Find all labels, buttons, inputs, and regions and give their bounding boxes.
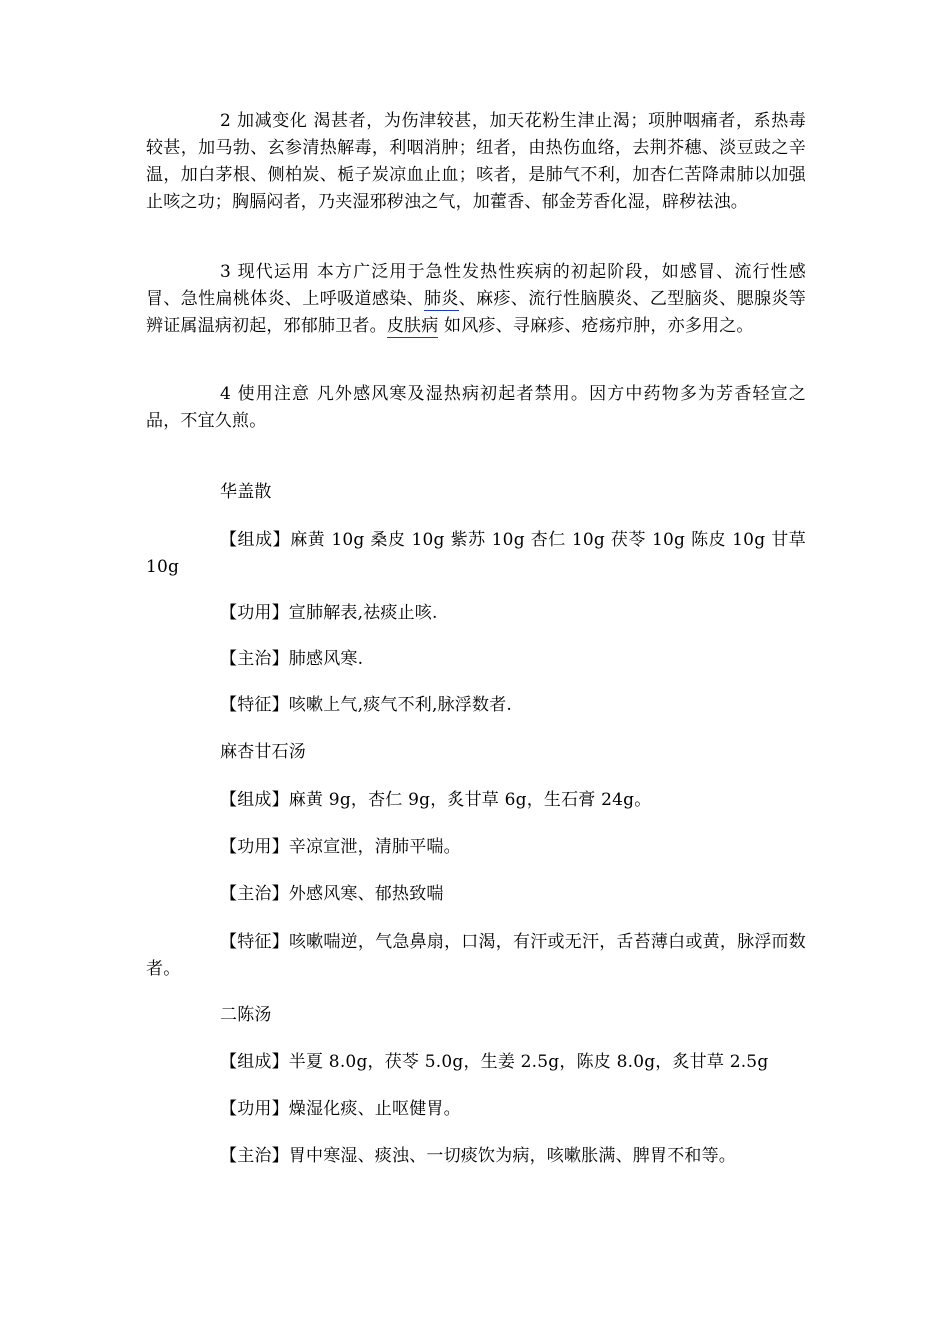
- maxing-composition: 【组成】麻黄 9g，杏仁 9g，炙甘草 6g，生石膏 24g。: [220, 790, 652, 810]
- section-3-text-a: 3 现代运用 本方广泛用于急性发热性疾病的初起阶段，如感冒、流行性感冒、急性扁桃体炎、上呼吸道感染、: [146, 262, 806, 309]
- huagaisan-title: 华盖散: [220, 482, 272, 502]
- huagaisan-indication: 【主治】肺感风寒.: [220, 649, 364, 669]
- section-4-paragraph: 4 使用注意 凡外感风寒及湿热病初起者禁用。因方中药物多为芳香轻宣之品，不宜久煎。: [146, 384, 806, 431]
- erchen-indication: 【主治】胃中寒湿、痰浊、一切痰饮为病，咳嗽胀满、脾胃不和等。: [220, 1146, 736, 1166]
- huagaisan-function: 【功用】宣肺解表,祛痰止咳.: [220, 603, 438, 623]
- erchen-function: 【功用】燥湿化痰、止呕健胃。: [220, 1099, 461, 1119]
- erchen-title: 二陈汤: [220, 1005, 272, 1025]
- link-pneumonia[interactable]: 肺炎: [423, 289, 459, 309]
- maxing-function: 【功用】辛凉宣泄，清肺平喘。: [220, 837, 461, 857]
- section-3-text-b: 、麻疹、流行性脑膜炎、乙型脑炎、腮腺炎等辨证属温病初起，邪郁肺卫者。: [146, 289, 806, 336]
- section-2-paragraph: 2 加减变化 渴甚者，为伤津较甚，加天花粉生津止渴；项肿咽痛者，系热毒较甚，加马勃、玄参清热解毒，利咽消肿；纽者，由热伤血络，去荆芥穗、淡豆豉之辛温，加白茅根、侧柏炭、栀子炭凉血止血；咳者，是肺气不利，加杏仁苦降肃肺以加强止咳之功；胸膈闷者，乃夹湿邪秽浊之气，加藿香、郁金芳香化湿，辟秽祛浊。: [146, 111, 806, 212]
- section-3-paragraph: [146, 259, 806, 340]
- erchen-composition: 【组成】半夏 8.0g，茯苓 5.0g，生姜 2.5g，陈皮 8.0g，炙甘草 2.5g: [220, 1052, 769, 1072]
- link-skin-disease[interactable]: 皮肤病: [386, 316, 439, 336]
- section-3-text-c: 如风疹、寻麻疹、疮疡疖肿，亦多用之。: [438, 316, 754, 336]
- huagaisan-composition: 【组成】麻黄 10g 桑皮 10g 紫苏 10g 杏仁 10g 茯苓 10g 陈皮 10g 甘草 10g: [146, 530, 806, 577]
- maxing-indication: 【主治】外感风寒、郁热致喘: [220, 884, 444, 904]
- maxing-feature: 【特征】咳嗽喘逆，气急鼻扇，口渴，有汗或无汗，舌苔薄白或黄，脉浮而数者。: [146, 932, 806, 979]
- huagaisan-feature: 【特征】咳嗽上气,痰气不利,脉浮数者.: [220, 695, 513, 715]
- maxing-title: 麻杏甘石汤: [220, 742, 306, 762]
